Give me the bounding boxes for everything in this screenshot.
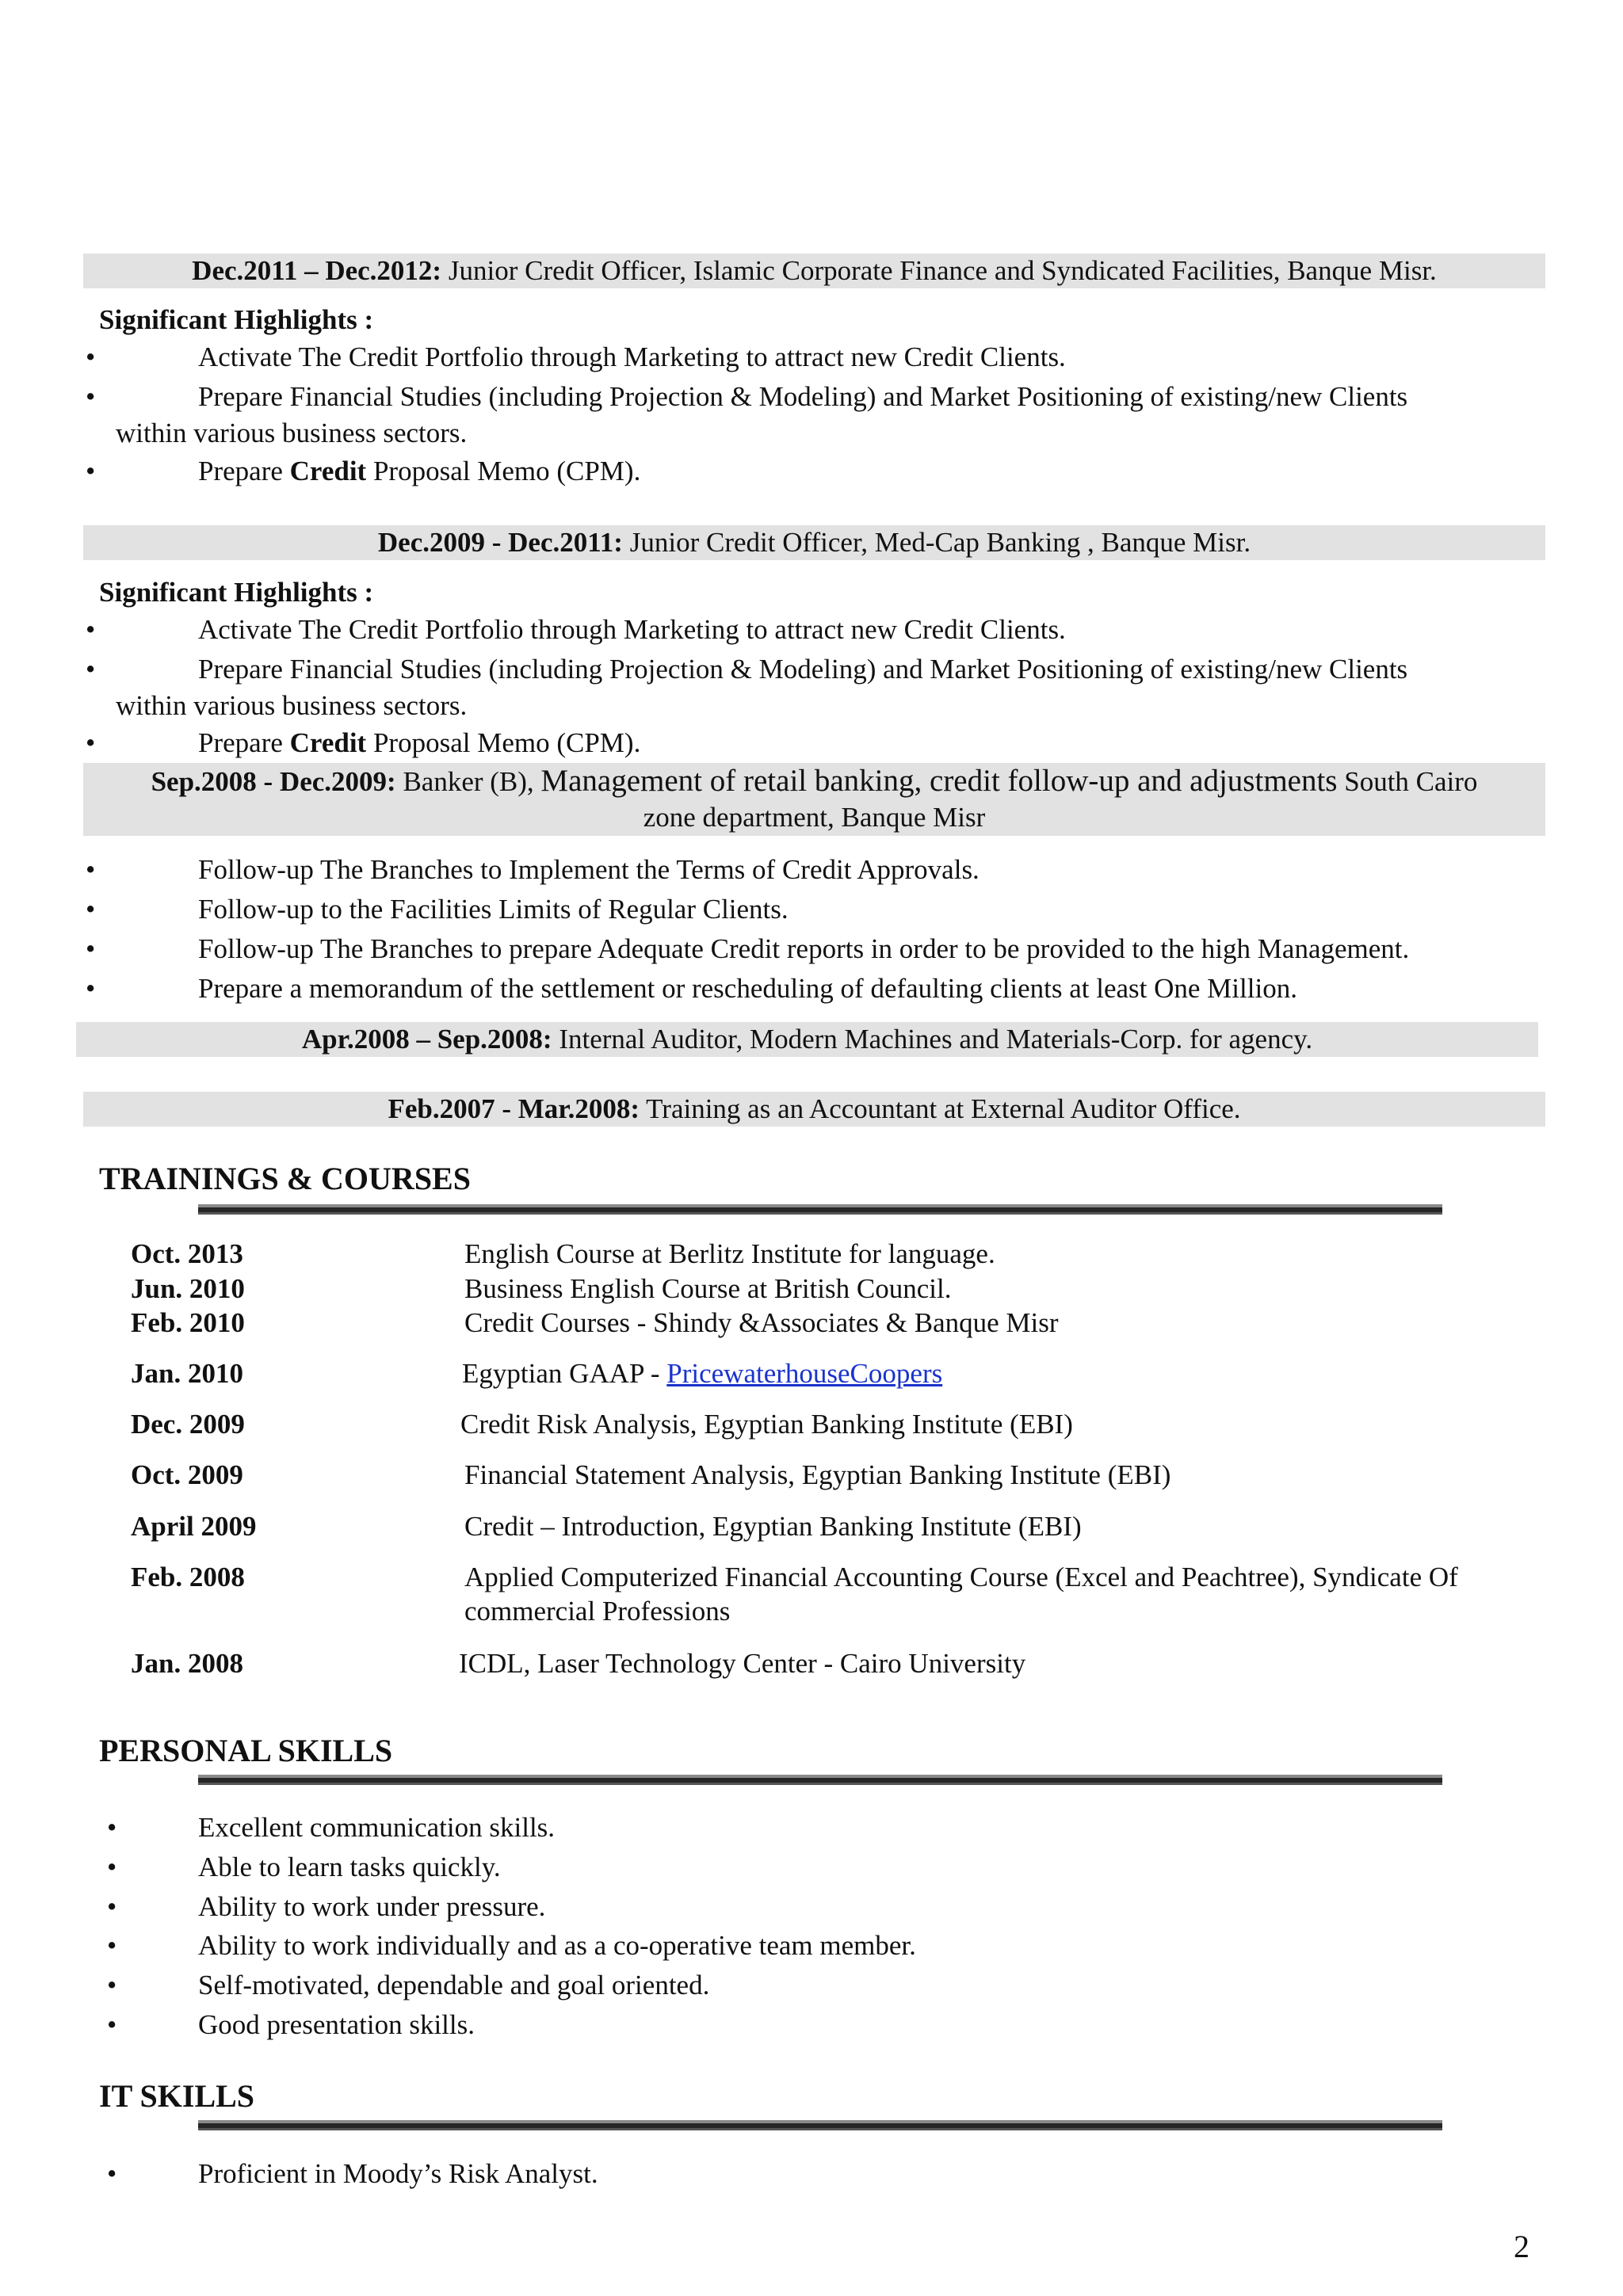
job-dates: Sep.2008 - Dec.2009: <box>151 766 396 797</box>
section-divider <box>198 2120 1442 2130</box>
section-title-it-skills: IT SKILLS <box>99 2078 255 2114</box>
bullet-icon: • <box>86 614 96 645</box>
section-title-personal-skills: PERSONAL SKILLS <box>99 1733 393 1768</box>
section-divider <box>198 1204 1442 1215</box>
bullet-icon: • <box>86 341 96 372</box>
job-title: Training as an Accountant at External Auditor Office. <box>640 1093 1241 1124</box>
list-item: Prepare Financial Studies (including Projection & Modeling) and Market Positioning of existing/new Clients <box>198 381 1408 412</box>
list-item: Ability to work under pressure. <box>198 1891 546 1922</box>
job-dates: Dec.2009 - Dec.2011: <box>377 527 623 558</box>
list-item: Activate The Credit Portfolio through Marketing to attract new Credit Clients. <box>198 614 1066 645</box>
highlights-heading: Significant Highlights : <box>99 577 374 608</box>
job-header <box>83 1092 1545 1127</box>
job-dates: Dec.2011 – Dec.2012: <box>192 255 442 286</box>
job-title: Junior Credit Officer, Islamic Corporate Finance and Syndicated Facilities, Banque Misr. <box>441 255 1437 286</box>
course-desc: Credit Courses - Shindy &Associates & Banque Misr <box>464 1307 1059 1338</box>
course-date: Feb. 2010 <box>131 1307 245 1338</box>
list-item: Prepare Credit Proposal Memo (CPM). <box>198 456 641 486</box>
pwc-link[interactable]: PricewaterhouseCoopers <box>666 1358 943 1389</box>
list-item: Prepare Financial Studies (including Projection & Modeling) and Market Positioning of existing/new Clients <box>198 654 1408 685</box>
bullet-icon: • <box>107 2009 117 2040</box>
course-date: Dec. 2009 <box>131 1409 245 1440</box>
course-desc-continuation: commercial Professions <box>464 1596 731 1627</box>
course-date: Jan. 2010 <box>131 1358 243 1389</box>
job-header <box>83 525 1545 560</box>
course-date: Jun. 2010 <box>131 1273 245 1304</box>
bullet-icon: • <box>86 456 96 486</box>
list-item: Self-motivated, dependable and goal oriented. <box>198 1970 710 2000</box>
list-item: Able to learn tasks quickly. <box>198 1852 501 1882</box>
highlights-heading: Significant Highlights : <box>99 304 374 335</box>
job-header: Sep.2008 - Dec.2009: Banker (B), Management of retail banking, credit follow-up and adjustments South Cairo zone department, Banque Misr <box>83 763 1545 836</box>
list-item: Follow-up The Branches to Implement the Terms of Credit Approvals. <box>198 854 980 885</box>
bullet-icon: • <box>86 381 96 412</box>
page-number: 2 <box>1514 2229 1529 2264</box>
list-item: Prepare a memorandum of the settlement or rescheduling of defaulting clients at least One Million. <box>198 973 1297 1004</box>
section-title-trainings: TRAININGS & COURSES <box>99 1161 471 1196</box>
job-header <box>83 254 1545 288</box>
bullet-icon: • <box>86 933 96 964</box>
bullet-icon: • <box>107 1812 117 1843</box>
bullet-icon: • <box>107 1930 117 1961</box>
list-item: Good presentation skills. <box>198 2009 475 2040</box>
job-dates: Apr.2008 – Sep.2008: <box>301 1024 552 1055</box>
job-title-line2: zone department, Banque Misr <box>643 802 986 833</box>
bullet-icon: • <box>86 854 96 885</box>
course-desc: Applied Computerized Financial Accounting Course (Excel and Peachtree), Syndicate Of <box>464 1562 1458 1592</box>
bullet-icon: • <box>107 1970 117 2000</box>
job-title: Junior Credit Officer, Med-Cap Banking , Banque Misr. <box>622 527 1251 558</box>
course-desc: Egyptian GAAP - PricewaterhouseCoopers <box>462 1358 943 1389</box>
job-title: Internal Auditor, Modern Machines and Materials-Corp. for agency. <box>552 1024 1313 1055</box>
course-date: Oct. 2009 <box>131 1459 243 1490</box>
list-item-continuation: within various business sectors. <box>116 418 468 448</box>
job-dates: Feb.2007 - Mar.2008: <box>388 1093 640 1124</box>
section-divider <box>198 1775 1442 1785</box>
list-item: Prepare Credit Proposal Memo (CPM). <box>198 727 641 758</box>
list-item-continuation: within various business sectors. <box>116 690 468 721</box>
course-desc: Credit Risk Analysis, Egyptian Banking Institute (EBI) <box>460 1409 1073 1440</box>
course-desc: Financial Statement Analysis, Egyptian Banking Institute (EBI) <box>464 1459 1171 1490</box>
list-item: Activate The Credit Portfolio through Marketing to attract new Credit Clients. <box>198 341 1066 372</box>
job-header <box>76 1022 1538 1057</box>
bullet-icon: • <box>86 654 96 685</box>
course-desc: Credit – Introduction, Egyptian Banking Institute (EBI) <box>464 1511 1082 1542</box>
bullet-icon: • <box>86 894 96 925</box>
bullet-icon: • <box>86 973 96 1004</box>
list-item: Excellent communication skills. <box>198 1812 556 1843</box>
course-date: April 2009 <box>131 1511 257 1542</box>
list-item: Follow-up The Branches to prepare Adequate Credit reports in order to be provided to the high Management. <box>198 933 1410 964</box>
list-item: Ability to work individually and as a co-operative team member. <box>198 1930 916 1961</box>
course-date: Feb. 2008 <box>131 1562 245 1592</box>
list-item: Proficient in Moody’s Risk Analyst. <box>198 2158 598 2189</box>
bullet-icon: • <box>107 1891 117 1922</box>
course-desc: Business English Course at British Council. <box>464 1273 952 1304</box>
course-date: Jan. 2008 <box>131 1648 243 1679</box>
bullet-icon: • <box>107 2158 117 2189</box>
course-desc: English Course at Berlitz Institute for language. <box>464 1238 995 1269</box>
bullet-icon: • <box>86 727 96 758</box>
bullet-icon: • <box>107 1852 117 1882</box>
list-item: Follow-up to the Facilities Limits of Regular Clients. <box>198 894 789 925</box>
course-desc: ICDL, Laser Technology Center - Cairo University <box>459 1648 1026 1679</box>
course-date: Oct. 2013 <box>131 1238 243 1269</box>
